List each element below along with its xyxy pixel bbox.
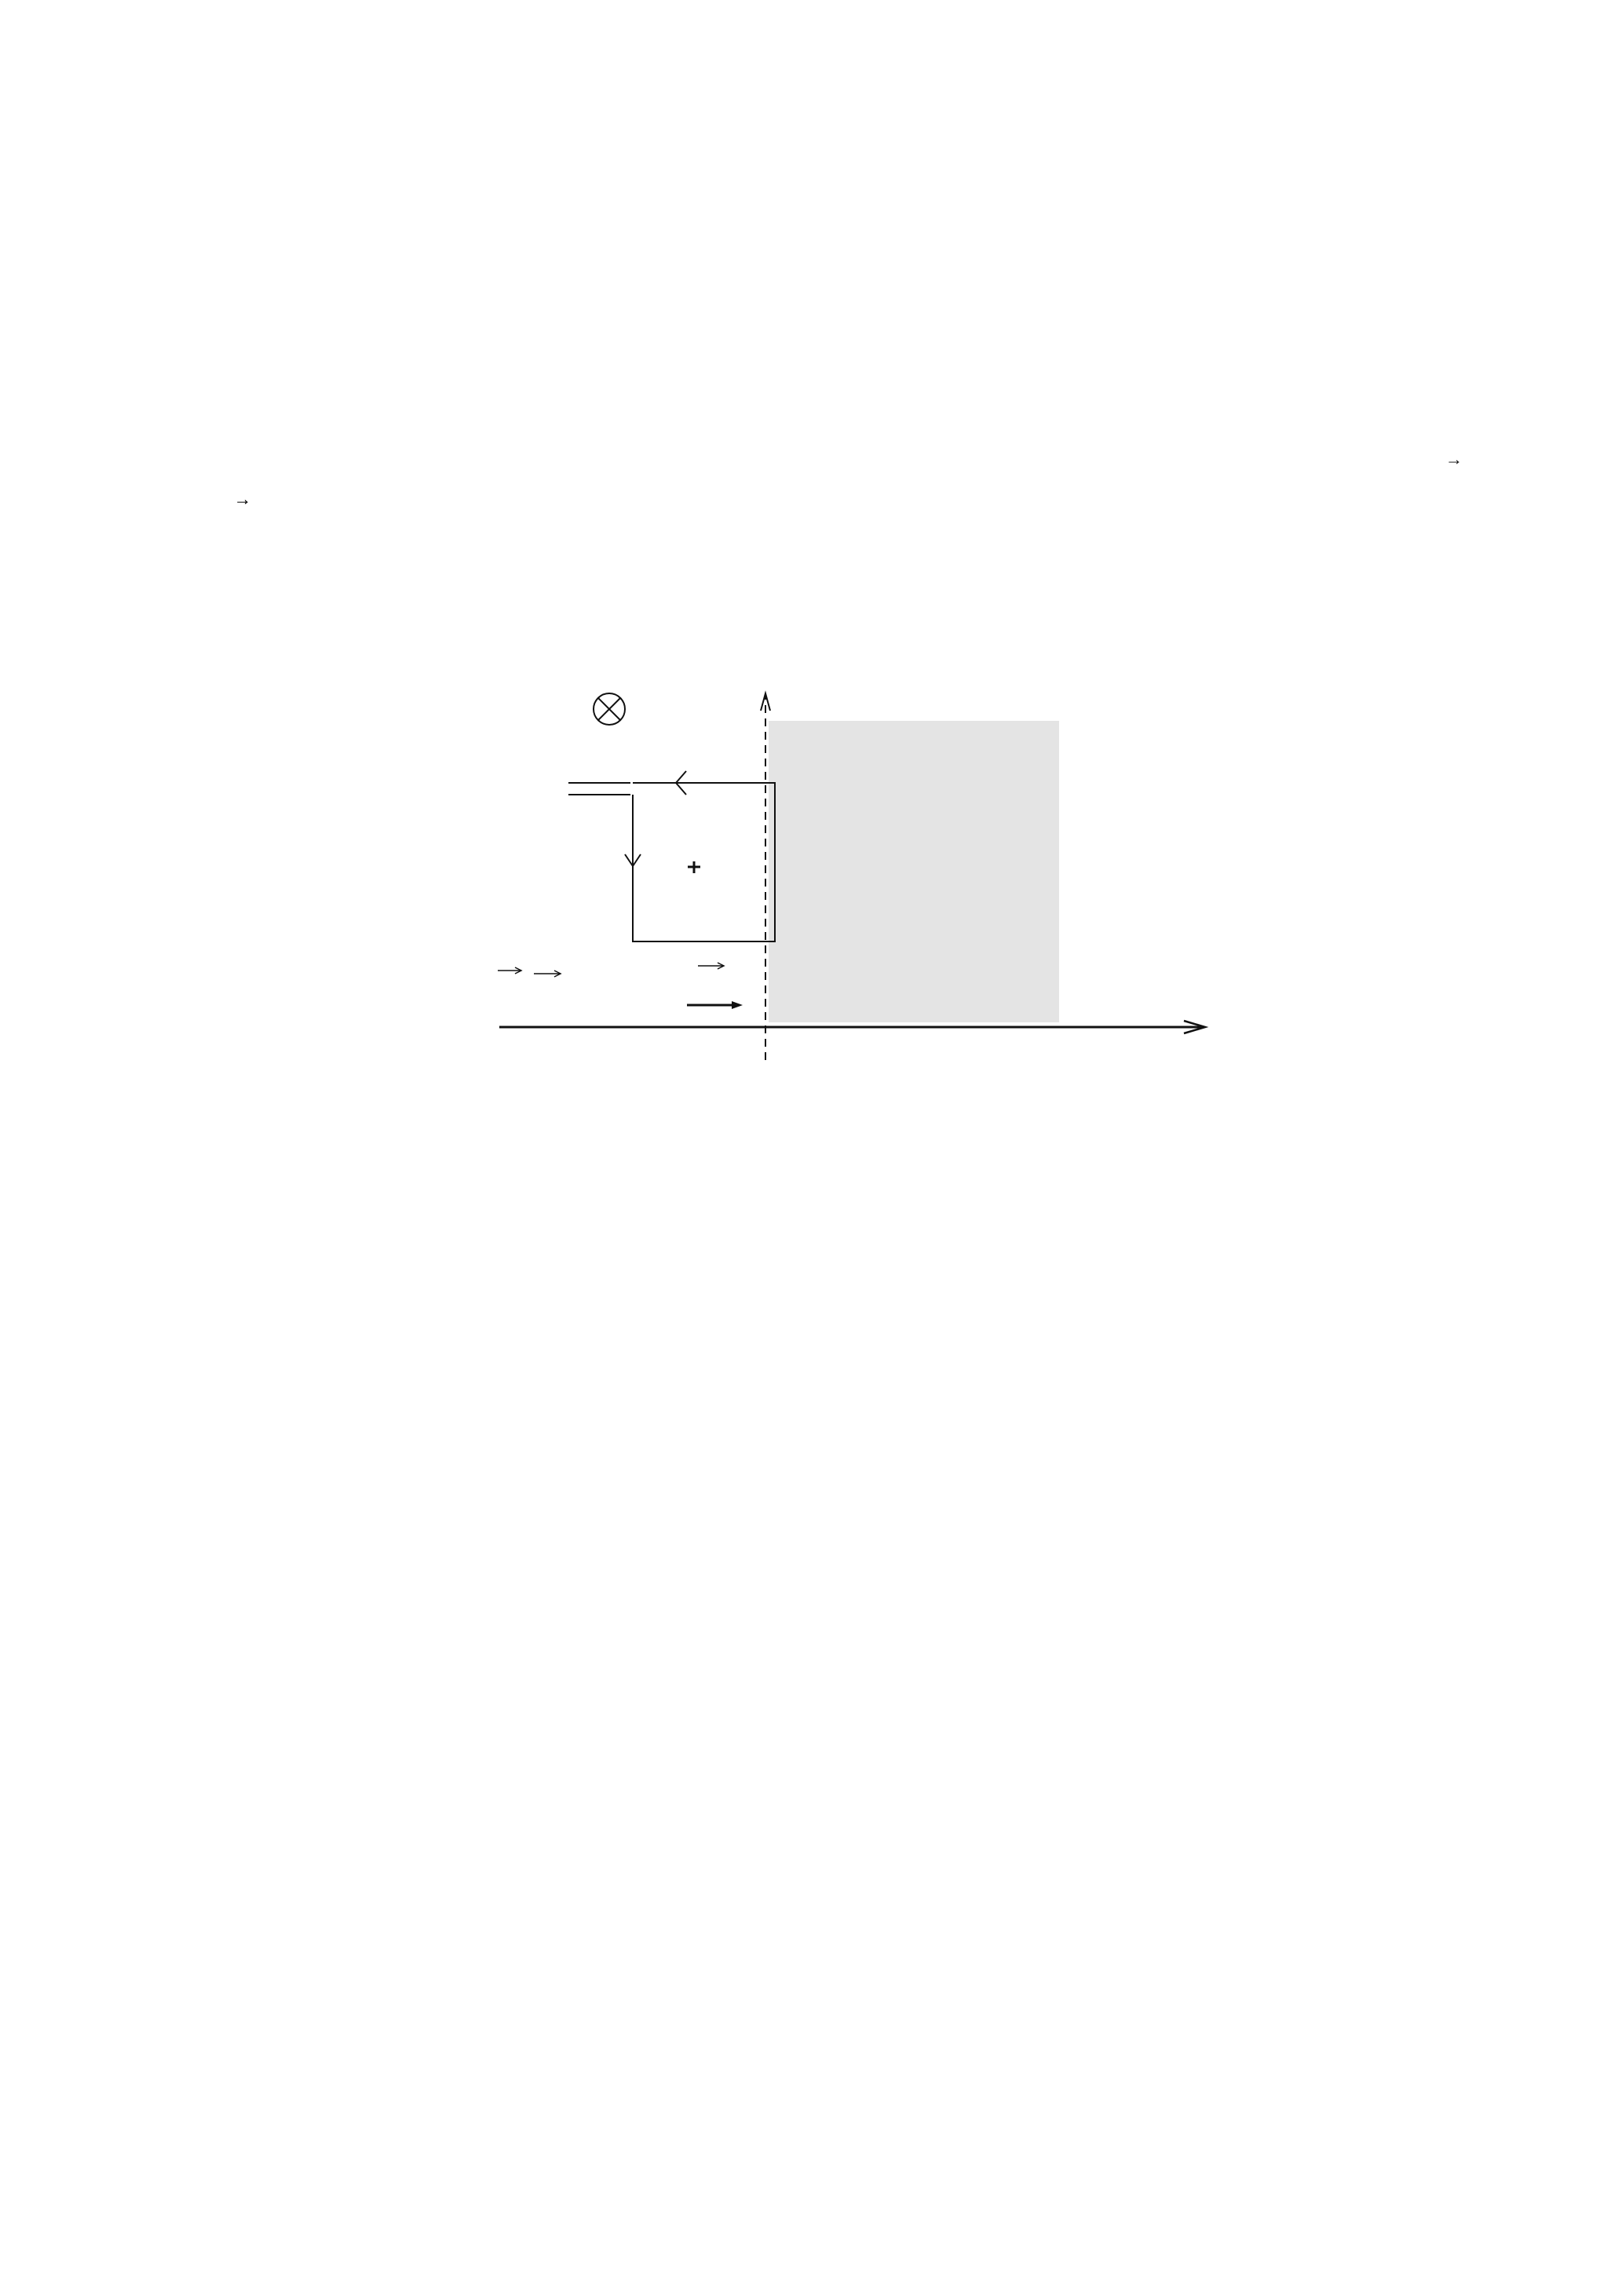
field-region <box>769 721 1059 1022</box>
velocity-arrowhead-icon <box>732 1001 743 1009</box>
square-loop <box>633 783 775 941</box>
